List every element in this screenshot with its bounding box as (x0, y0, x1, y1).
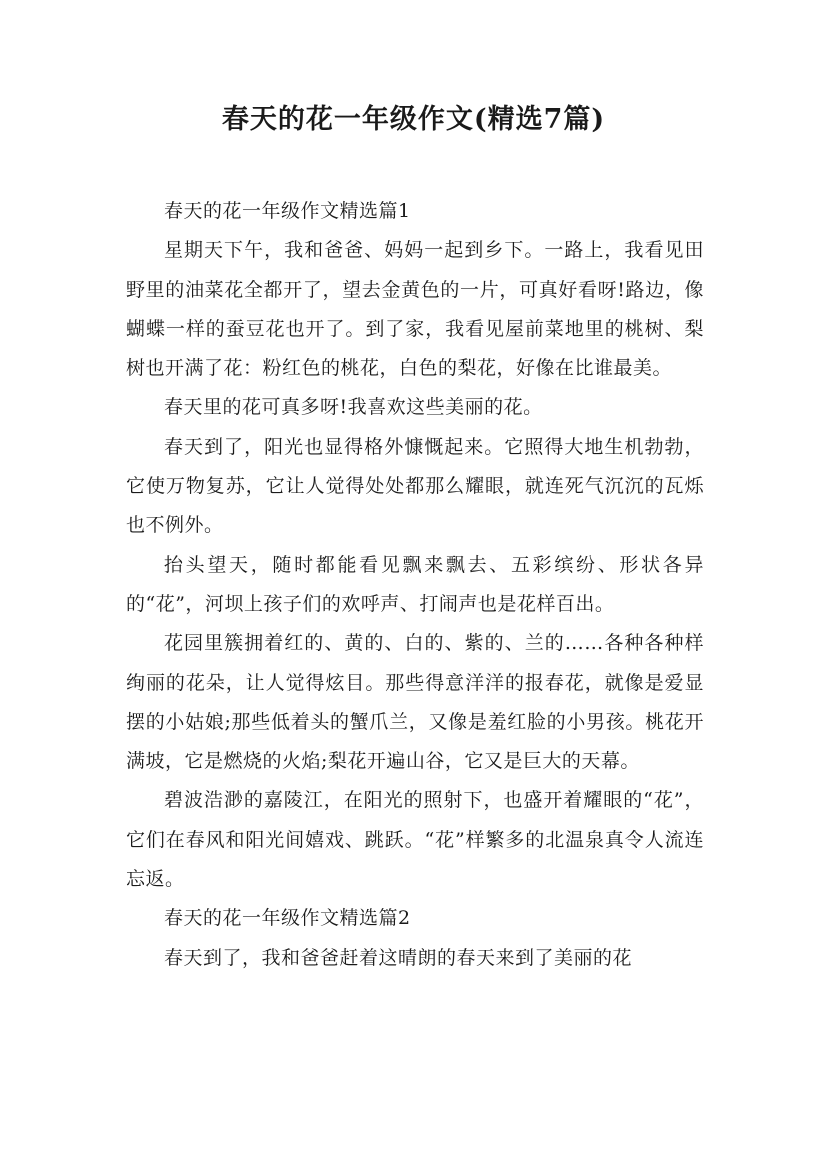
paragraph: 花园里簇拥着红的、黄的、白的、紫的、兰的……各种各种样绚丽的花朵，让人觉得炫目。那些得意洋洋的报春花，就像是爱显摆的小姑娘;那些低着头的蟹爪兰，又像是羞红脸的小男孩。桃花开满坡，它是燃烧的火焰;梨花开遍山谷，它又是巨大的天幕。 (126, 632, 704, 773)
paragraph: 抬头望天，随时都能看见飘来飘去、五彩缤纷、形状各异的“花”，河坝上孩子们的欢呼声、打闹声也是花样百出。 (126, 553, 704, 615)
paragraph: 碧波浩渺的嘉陵江，在阳光的照射下，也盛开着耀眼的“花”，它们在春风和阳光间嬉戏、跳跃。“花”样繁多的北温泉真令人流连忘返。 (126, 789, 704, 891)
paragraph: 星期天下午，我和爸爸、妈妈一起到乡下。一路上，我看见田野里的油菜花全都开了，望去金黄色的一片，可真好看呀!路边，像蝴蝶一样的蚕豆花也开了。到了家，我看见屋前菜地里的桃树、梨树也开满了花：粉红色的桃花，白色的梨花，好像在比谁最美。 (126, 239, 704, 380)
section-heading: 春天的花一年级作文精选篇1 (164, 200, 411, 222)
paragraph: 春天里的花可真多呀!我喜欢这些美丽的花。 (164, 396, 543, 419)
paragraph: 春天到了，我和爸爸赶着这晴朗的春天来到了美丽的花 (164, 946, 633, 969)
section-heading: 春天的花一年级作文精选篇2 (164, 907, 411, 930)
document-body (126, 192, 704, 978)
document-title: 春天的花一年级作文(精选7篇) (221, 104, 606, 135)
paragraph: 春天到了，阳光也显得格外慷慨起来。它照得大地生机勃勃，它使万物复苏，它让人觉得处处都那么耀眼，就连死气沉沉的瓦烁也不例外。 (126, 435, 704, 537)
